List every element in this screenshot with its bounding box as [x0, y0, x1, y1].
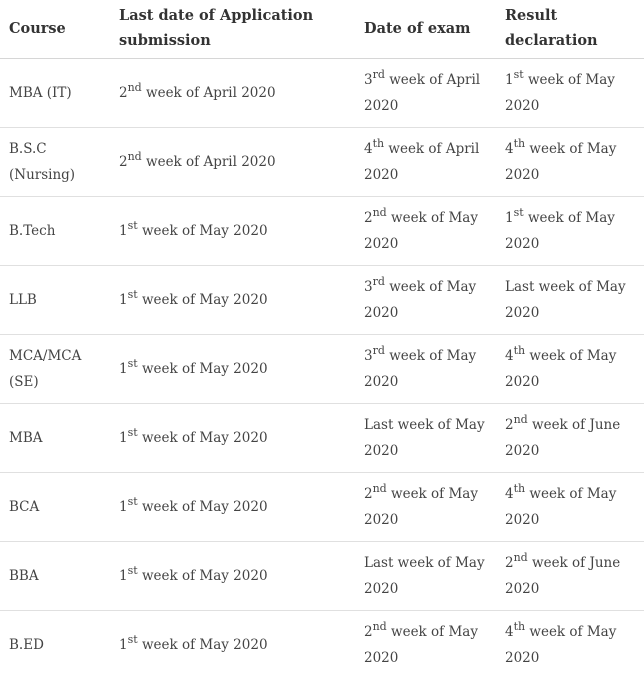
date-text: week of May 2020: [505, 624, 616, 666]
date-text: week of May 2020: [138, 430, 268, 446]
ordinal-suffix: th: [514, 482, 526, 495]
application-date-cell: [110, 266, 355, 335]
ordinal-suffix: th: [514, 137, 526, 150]
date-text: week of May 2020: [138, 223, 268, 239]
ordinal-suffix: st: [128, 219, 138, 232]
ordinal-number: 1: [505, 210, 514, 226]
course-name: BCA: [9, 494, 110, 520]
course-name: B.Tech: [9, 218, 110, 244]
date-text: week of May 2020: [138, 637, 268, 653]
date-text: Last week of May 2020: [364, 555, 485, 597]
ordinal-suffix: st: [128, 426, 138, 439]
table-row: [0, 197, 644, 266]
date-text: week of April 2020: [142, 85, 276, 101]
exam-date-cell: [355, 59, 496, 128]
date-text: week of May 2020: [138, 361, 268, 377]
date-text: week of May 2020: [364, 210, 478, 252]
ordinal-suffix: nd: [514, 551, 528, 564]
application-date-cell: [110, 542, 355, 611]
application-date-cell: [110, 473, 355, 542]
exam-date-cell: [355, 611, 496, 679]
table-row: [0, 404, 644, 473]
date-text: week of June 2020: [505, 417, 620, 459]
course-cell: [0, 335, 110, 404]
ordinal-number: 1: [119, 361, 128, 377]
course-cell: [0, 128, 110, 197]
course-name: MBA: [9, 425, 110, 451]
result-date-cell: [496, 335, 644, 404]
table-row: [0, 473, 644, 542]
ordinal-number: 1: [119, 292, 128, 308]
date-text: week of May 2020: [505, 348, 616, 390]
result-date-cell: [496, 473, 644, 542]
course-cell: [0, 542, 110, 611]
header-application-date: Last date of Application submission: [110, 0, 355, 59]
course-cell: [0, 611, 110, 679]
ordinal-suffix: rd: [373, 275, 385, 288]
ordinal-number: 4: [505, 486, 514, 502]
header-result-declaration: Result declaration: [496, 0, 644, 59]
table-row: [0, 542, 644, 611]
ordinal-suffix: th: [373, 137, 385, 150]
table-row: [0, 128, 644, 197]
result-date-cell: [496, 404, 644, 473]
result-date-cell: [496, 611, 644, 679]
table-row: [0, 611, 644, 679]
ordinal-suffix: st: [128, 495, 138, 508]
header-course: Course: [0, 0, 110, 59]
ordinal-number: 2: [119, 85, 128, 101]
ordinal-suffix: nd: [128, 150, 142, 163]
course-cell: [0, 59, 110, 128]
course-name: MBA (IT): [9, 80, 110, 106]
ordinal-number: 2: [505, 417, 514, 433]
result-date-cell: [496, 542, 644, 611]
ordinal-suffix: th: [514, 344, 526, 357]
exam-date-cell: [355, 266, 496, 335]
ordinal-number: 4: [364, 141, 373, 157]
table-row: [0, 335, 644, 404]
ordinal-suffix: st: [514, 206, 524, 219]
ordinal-suffix: nd: [373, 620, 387, 633]
application-date-cell: [110, 197, 355, 266]
date-text: week of June 2020: [505, 555, 620, 597]
ordinal-number: 2: [364, 486, 373, 502]
ordinal-number: 2: [119, 154, 128, 170]
result-date-cell: [496, 128, 644, 197]
application-date-cell: [110, 611, 355, 679]
ordinal-suffix: rd: [373, 68, 385, 81]
date-text: Last week of May 2020: [505, 279, 626, 321]
ordinal-suffix: st: [514, 68, 524, 81]
course-name: BBA: [9, 563, 110, 589]
result-date-cell: [496, 59, 644, 128]
exam-date-cell: [355, 197, 496, 266]
application-date-cell: [110, 59, 355, 128]
date-text: week of May 2020: [364, 348, 476, 390]
application-date-cell: [110, 404, 355, 473]
date-text: week of May 2020: [505, 141, 616, 183]
ordinal-suffix: nd: [128, 81, 142, 94]
exam-date-cell: [355, 473, 496, 542]
exam-date-cell: [355, 335, 496, 404]
ordinal-number: 3: [364, 279, 373, 295]
ordinal-number: 3: [364, 348, 373, 364]
course-name: LLB: [9, 287, 110, 313]
table-header: [0, 0, 644, 59]
date-text: week of May 2020: [138, 568, 268, 584]
ordinal-number: 1: [505, 72, 514, 88]
date-text: week of May 2020: [364, 279, 476, 321]
result-date-cell: [496, 197, 644, 266]
ordinal-number: 4: [505, 348, 514, 364]
exam-date-cell: [355, 542, 496, 611]
ordinal-suffix: nd: [514, 413, 528, 426]
date-text: week of May 2020: [364, 624, 478, 666]
application-date-cell: [110, 335, 355, 404]
date-text: week of April 2020: [364, 141, 479, 183]
course-cell: [0, 473, 110, 542]
course-name: B.ED: [9, 632, 110, 658]
ordinal-number: 2: [364, 210, 373, 226]
ordinal-number: 4: [505, 624, 514, 640]
date-text: week of April 2020: [364, 72, 480, 114]
ordinal-suffix: nd: [373, 206, 387, 219]
ordinal-suffix: th: [514, 620, 526, 633]
table-row: [0, 266, 644, 335]
course-cell: [0, 266, 110, 335]
ordinal-number: 1: [119, 568, 128, 584]
exam-date-cell: [355, 128, 496, 197]
date-text: week of May 2020: [138, 499, 268, 515]
ordinal-suffix: st: [128, 357, 138, 370]
ordinal-suffix: st: [128, 288, 138, 301]
ordinal-number: 3: [364, 72, 373, 88]
application-date-cell: [110, 128, 355, 197]
date-text: week of May 2020: [505, 486, 616, 528]
date-text: Last week of May 2020: [364, 417, 485, 459]
header-row: [0, 0, 644, 59]
ordinal-number: 1: [119, 499, 128, 515]
ordinal-number: 2: [505, 555, 514, 571]
exam-date-cell: [355, 404, 496, 473]
ordinal-suffix: rd: [373, 344, 385, 357]
ordinal-number: 2: [364, 624, 373, 640]
ordinal-suffix: st: [128, 564, 138, 577]
date-text: week of April 2020: [142, 154, 276, 170]
ordinal-suffix: nd: [373, 482, 387, 495]
result-date-cell: [496, 266, 644, 335]
table-body: [0, 59, 644, 679]
ordinal-number: 1: [119, 637, 128, 653]
date-text: week of May 2020: [505, 72, 615, 114]
ordinal-number: 4: [505, 141, 514, 157]
date-text: week of May 2020: [364, 486, 478, 528]
date-text: week of May 2020: [505, 210, 615, 252]
date-text: week of May 2020: [138, 292, 268, 308]
ordinal-number: 1: [119, 430, 128, 446]
table-row: [0, 59, 644, 128]
header-exam-date: Date of exam: [355, 0, 496, 59]
course-cell: [0, 404, 110, 473]
ordinal-number: 1: [119, 223, 128, 239]
ordinal-suffix: st: [128, 633, 138, 646]
course-name: MCA/MCA (SE): [9, 343, 110, 395]
course-cell: [0, 197, 110, 266]
course-name: B.S.C (Nursing): [9, 136, 110, 188]
